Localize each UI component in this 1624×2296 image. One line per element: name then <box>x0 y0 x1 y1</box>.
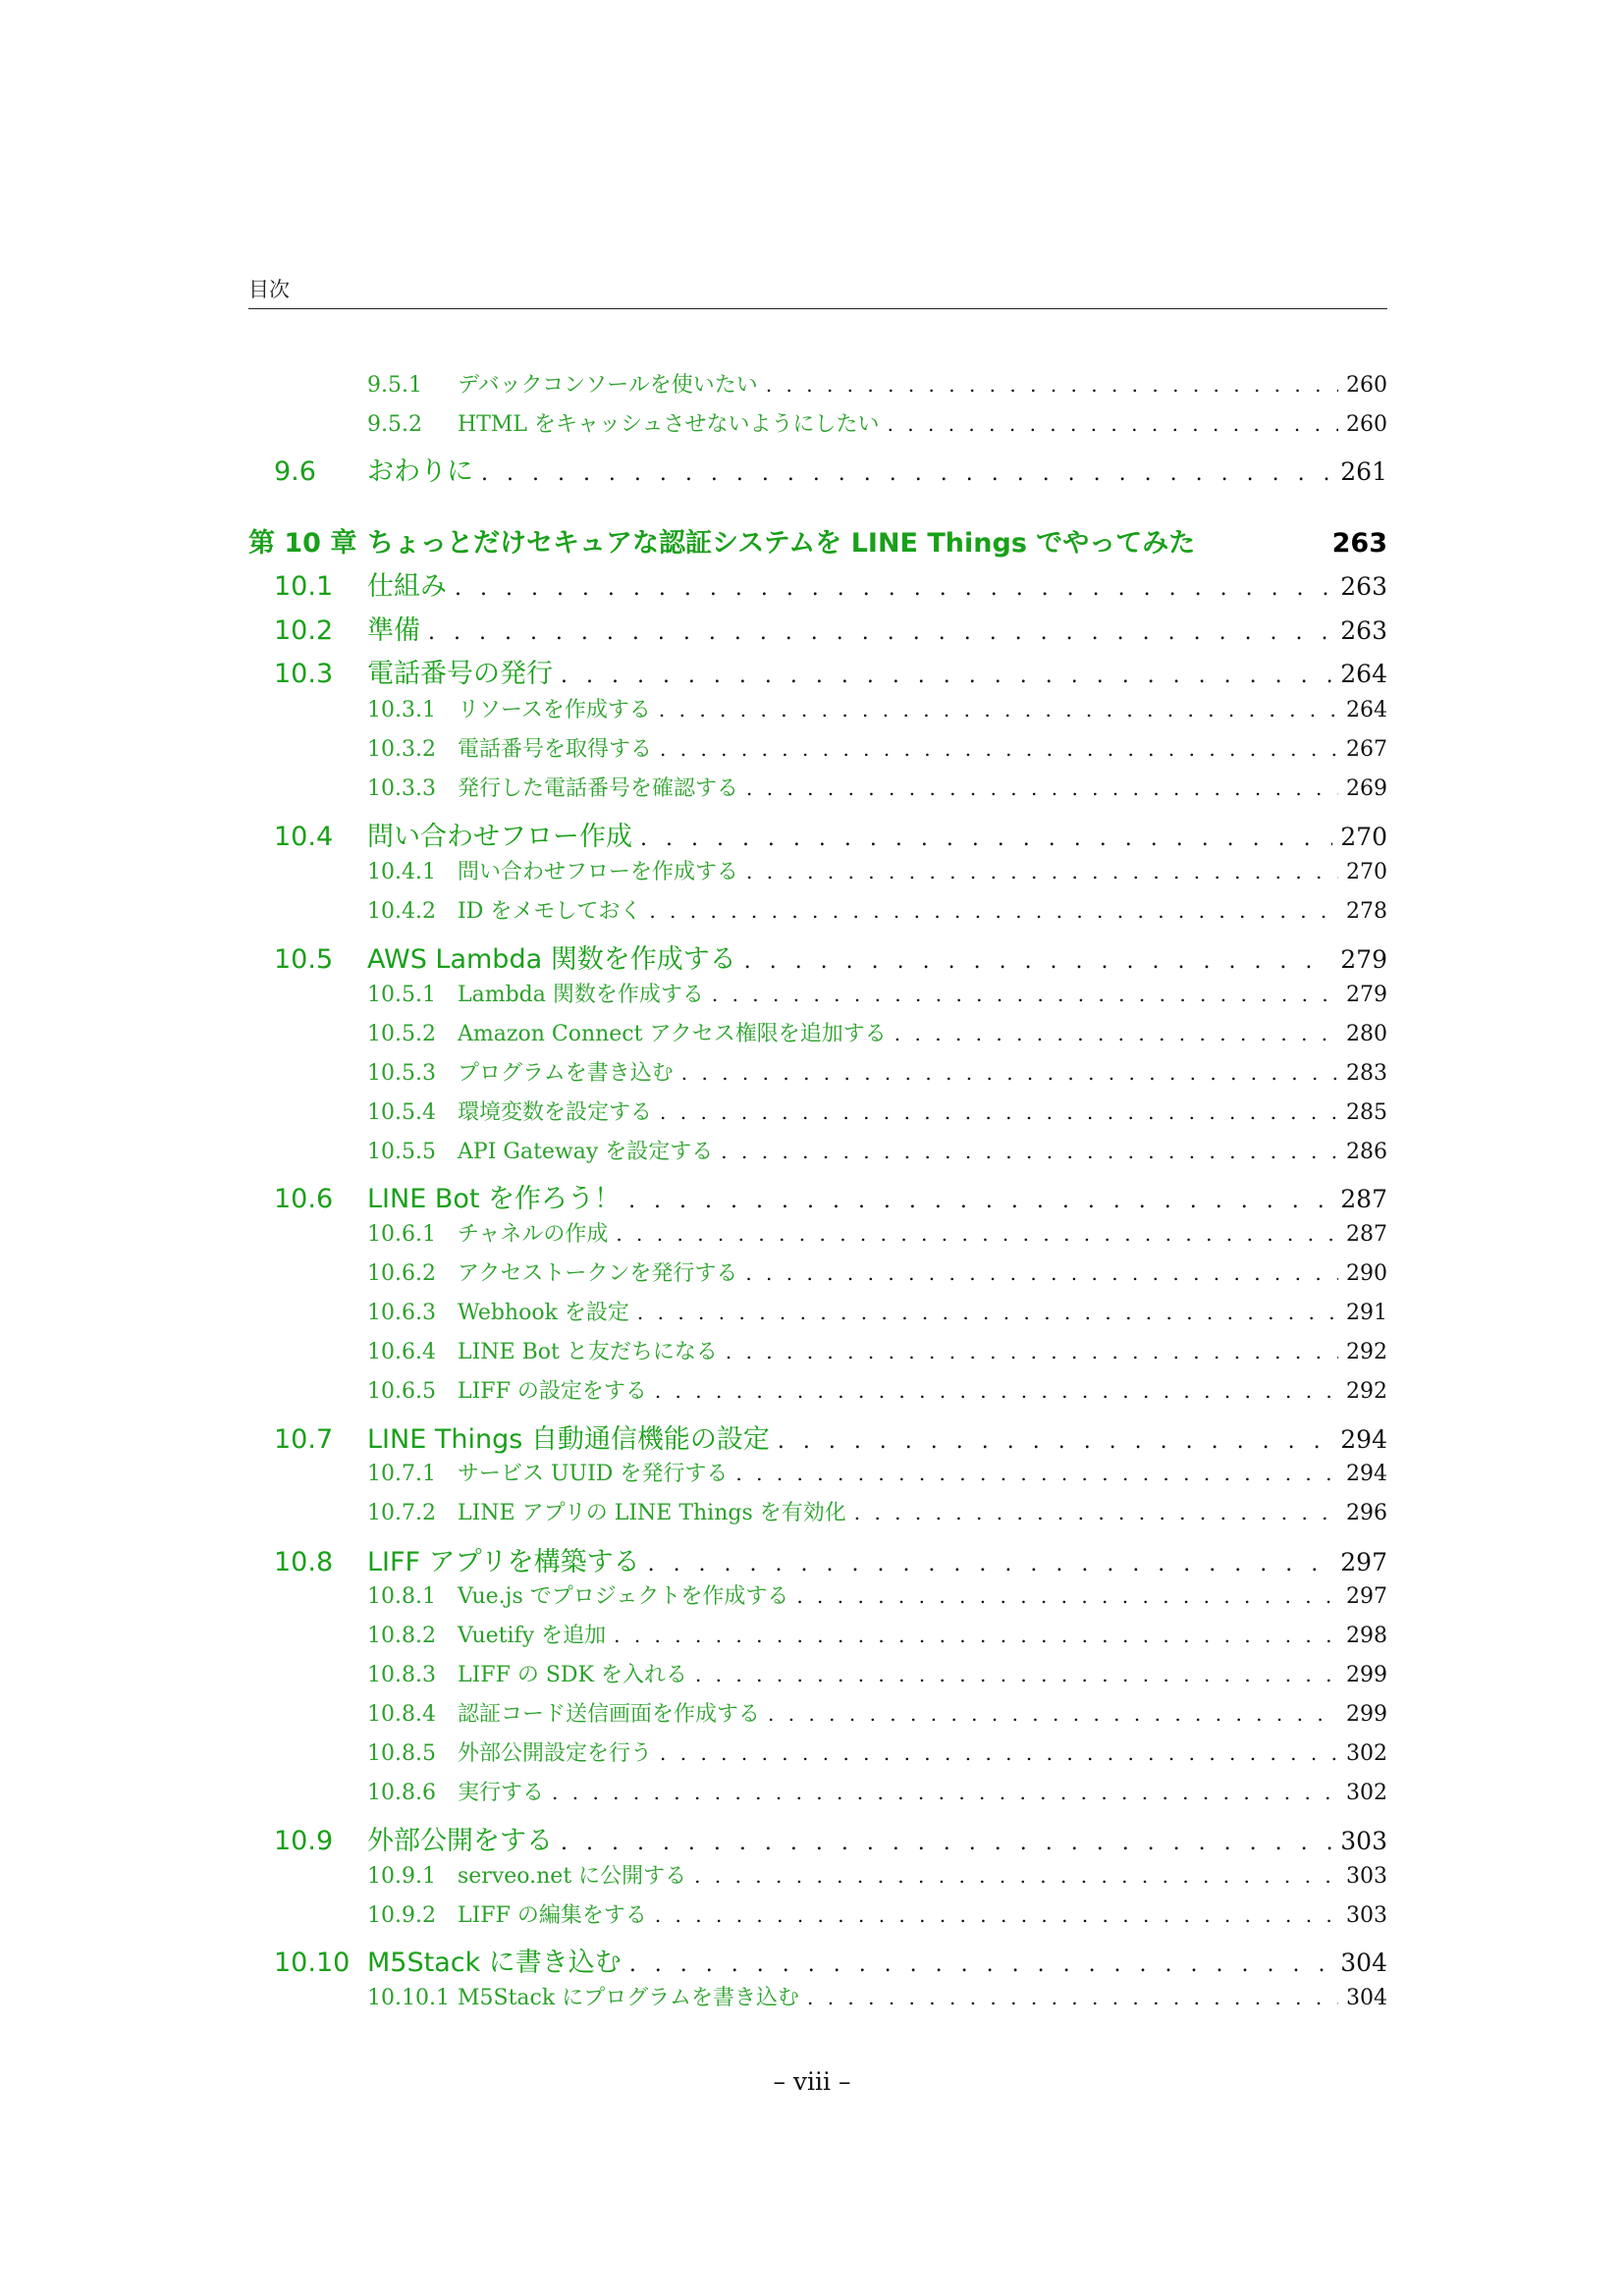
toc-entry-title: Amazon Connect アクセス権限を追加する <box>458 1022 887 1046</box>
toc-subsection-entry[interactable] <box>248 368 1387 399</box>
toc-dot-leader <box>807 1986 1338 2009</box>
toc-entry-title: 問い合わせフローを作成する <box>458 860 739 884</box>
toc-entry-number: 10.5.4 <box>367 1100 436 1125</box>
toc-entry-number: 10.1 <box>274 571 334 602</box>
toc-entry-page: 290 <box>1346 1261 1387 1286</box>
toc-entry-number: 10.2 <box>274 615 334 646</box>
toc-subsection-entry[interactable] <box>248 1256 1387 1287</box>
toc-entry-page: 285 <box>1346 1100 1387 1125</box>
toc-entry-title: サービス UUID を発行する <box>458 1462 729 1486</box>
toc-entry-title: プログラムを書き込む <box>458 1061 674 1086</box>
toc-section-entry[interactable] <box>248 937 1387 976</box>
toc-entry-page: 287 <box>1340 1185 1387 1213</box>
toc-subsection-entry[interactable] <box>248 1619 1387 1649</box>
toc-entry-number: 9.5.1 <box>367 373 422 398</box>
toc-entry-title: 問い合わせフロー作成 <box>367 822 632 852</box>
toc-entry-title: LIFF の SDK を入れる <box>458 1663 687 1687</box>
toc-entry-title: 仕組み <box>367 571 447 602</box>
toc-entry-title: LINE Bot と友だちになる <box>458 1340 718 1364</box>
toc-entry-page: 286 <box>1346 1140 1387 1164</box>
toc-subsection-entry[interactable] <box>248 1898 1387 1929</box>
toc-entry-number: 10.4.1 <box>367 860 436 884</box>
toc-dot-leader <box>616 1222 1338 1246</box>
toc-subsection-entry[interactable] <box>248 1736 1387 1767</box>
toc-dot-leader <box>660 737 1338 761</box>
toc-section-entry[interactable] <box>248 564 1387 603</box>
toc-entry-page: 304 <box>1346 1986 1387 2010</box>
toc-entry-page: 294 <box>1340 1425 1387 1454</box>
toc-entry-title: 電話番号を取得する <box>458 737 653 762</box>
toc-dot-leader <box>745 1261 1338 1285</box>
toc-dot-leader <box>640 827 1332 851</box>
toc-dot-leader <box>681 1061 1338 1085</box>
toc-entry-number: 10.4.2 <box>367 899 436 924</box>
toc-entry-title: LIFF の設定をする <box>458 1379 647 1404</box>
toc-dot-leader <box>455 576 1332 601</box>
toc-subsection-entry[interactable] <box>248 1374 1387 1405</box>
footer-page-number: – viii – <box>773 2067 851 2096</box>
toc-subsection-entry[interactable] <box>248 1135 1387 1165</box>
toc-entry-number: 10.8.5 <box>367 1741 436 1766</box>
toc-entry-page: 297 <box>1340 1548 1387 1576</box>
toc-entry-title: 環境変数を設定する <box>458 1100 653 1125</box>
toc-entry-page: 303 <box>1346 1903 1387 1928</box>
toc-entry-title: API Gateway を設定する <box>458 1140 714 1164</box>
running-header: 目次 <box>248 278 290 301</box>
toc-entry-number: 10.10 <box>274 1948 351 1978</box>
toc-dot-leader <box>894 1022 1338 1045</box>
toc-entry-title: Webhook を設定 <box>458 1301 629 1325</box>
toc-subsection-entry[interactable] <box>248 1017 1387 1047</box>
toc-entry-title: Lambda 関数を作成する <box>458 983 704 1007</box>
toc-entry-number: 10.7.2 <box>367 1501 436 1525</box>
toc-subsection-entry[interactable] <box>248 1335 1387 1365</box>
toc-section-entry[interactable] <box>248 652 1387 690</box>
toc-dot-leader <box>648 1552 1333 1576</box>
toc-entry-number: 10.8.1 <box>367 1584 436 1609</box>
toc-entry-title: 外部公開をする <box>367 1826 553 1856</box>
toc-entry-page: 260 <box>1346 373 1387 398</box>
toc-entry-number: 10.7 <box>274 1424 334 1455</box>
toc-dot-leader <box>629 1952 1332 1977</box>
toc-entry-page: 299 <box>1346 1702 1387 1727</box>
toc-entry-title: Vue.js でプロジェクトを作成する <box>458 1584 789 1609</box>
toc-entry-number: 10.6.1 <box>367 1222 436 1247</box>
toc-dot-leader <box>649 899 1338 923</box>
toc-section-entry[interactable] <box>248 1417 1387 1456</box>
toc-entry-number: 10.10.1 <box>367 1986 450 2010</box>
toc-entry-number: 10.5.3 <box>367 1061 436 1086</box>
toc-dot-leader <box>796 1584 1338 1608</box>
toc-dot-leader <box>726 1340 1338 1363</box>
toc-dot-leader <box>659 698 1338 721</box>
toc-dot-leader <box>746 860 1338 883</box>
toc-entry-page: 264 <box>1346 698 1387 722</box>
toc-subsection-entry[interactable] <box>248 1217 1387 1248</box>
toc-dot-leader <box>746 776 1338 800</box>
toc-dot-leader <box>768 1702 1338 1726</box>
toc-entry-title: M5Stack にプログラムを書き込む <box>458 1986 799 2010</box>
toc-subsection-entry[interactable] <box>248 1981 1387 2011</box>
toc-entry-page: 302 <box>1346 1781 1387 1805</box>
toc-entry-page: 304 <box>1340 1949 1387 1977</box>
toc-entry-page: 270 <box>1340 823 1387 851</box>
toc-subsection-entry[interactable] <box>248 1496 1387 1526</box>
toc-dot-leader <box>721 1140 1338 1163</box>
toc-entry-number: 10.5.5 <box>367 1140 436 1164</box>
toc-entry-number: 10.5 <box>274 944 334 975</box>
toc-entry-number: 10.3.1 <box>367 698 436 722</box>
toc-entry-number: 10.8.2 <box>367 1624 436 1648</box>
toc-subsection-entry[interactable] <box>248 693 1387 723</box>
toc-entry-title: おわりに <box>367 456 473 487</box>
toc-dot-leader <box>854 1501 1338 1524</box>
toc-entry-number: 9.6 <box>274 456 316 487</box>
toc-section-entry[interactable] <box>248 1941 1387 1979</box>
toc-entry-number: 10.8.4 <box>367 1702 436 1727</box>
toc-entry-number: 10.9 <box>274 1826 334 1856</box>
toc-entry-title: チャネルの作成 <box>458 1222 609 1247</box>
toc-entry-title: 実行する <box>458 1781 545 1805</box>
toc-entry-page: 292 <box>1346 1340 1387 1364</box>
toc-entry-number: 10.6 <box>274 1184 334 1214</box>
toc-subsection-entry[interactable] <box>248 1095 1387 1126</box>
toc-entry-title: 外部公開設定を行う <box>458 1741 653 1766</box>
toc-dot-leader <box>695 1663 1338 1686</box>
toc-entry-number: 10.3.2 <box>367 737 436 762</box>
toc-entry-number: 10.5.1 <box>367 983 436 1007</box>
toc-entry-title: 電話番号の発行 <box>367 659 553 689</box>
toc-entry-page: 261 <box>1340 457 1387 486</box>
toc-entry-title: serveo.net に公開する <box>458 1864 687 1889</box>
toc-entry-page: 303 <box>1346 1864 1387 1889</box>
toc-dot-leader <box>614 1624 1338 1647</box>
toc-entry-page: 264 <box>1340 660 1387 688</box>
toc-entry-title: リソースを作成する <box>458 698 651 722</box>
toc-entry-page: 260 <box>1346 412 1387 437</box>
toc-entry-title: LIFF アプリを構築する <box>367 1547 640 1577</box>
toc-subsection-entry[interactable] <box>248 1776 1387 1806</box>
toc-entry-page: 263 <box>1331 528 1387 559</box>
toc-subsection-entry[interactable] <box>248 1697 1387 1728</box>
toc-section-entry[interactable] <box>248 609 1387 647</box>
toc-subsection-entry[interactable] <box>248 894 1387 925</box>
toc-entry-title: 認証コード送信画面を作成する <box>458 1702 761 1727</box>
toc-subsection-entry[interactable] <box>248 1579 1387 1610</box>
toc-entry-number: 第 10 章 <box>248 528 357 559</box>
toc-subsection-entry[interactable] <box>248 1859 1387 1890</box>
toc-dot-leader <box>712 983 1338 1006</box>
toc-entry-page: 270 <box>1346 860 1387 884</box>
toc-dot-leader <box>428 620 1332 645</box>
toc-dot-leader <box>655 1903 1338 1927</box>
toc-dot-leader <box>481 461 1332 486</box>
toc-entry-number: 10.9.2 <box>367 1903 436 1928</box>
toc-dot-leader <box>637 1301 1338 1324</box>
toc-entry-title: HTML をキャッシュさせないようにしたい <box>458 412 880 437</box>
toc-entry-title: LINE Bot を作ろう！ <box>367 1184 622 1214</box>
toc-dot-leader <box>655 1379 1338 1403</box>
toc-entry-title: LINE アプリの LINE Things を有効化 <box>458 1501 846 1525</box>
toc-entry-number: 10.8.6 <box>367 1781 436 1805</box>
toc-entry-page: 287 <box>1346 1222 1387 1247</box>
toc-subsection-entry[interactable] <box>248 1296 1387 1326</box>
toc-entry-number: 10.4 <box>274 822 334 852</box>
toc-subsection-entry[interactable] <box>248 407 1387 438</box>
toc-dot-leader <box>766 373 1338 397</box>
toc-entry-page: 263 <box>1340 616 1387 645</box>
toc-entry-title: LINE Things 自動通信機能の設定 <box>367 1424 770 1455</box>
toc-entry-page: 267 <box>1346 737 1387 762</box>
toc-subsection-entry[interactable] <box>248 855 1387 885</box>
toc-entry-page: 292 <box>1346 1379 1387 1404</box>
toc-subsection-entry[interactable] <box>248 732 1387 763</box>
toc-entry-page: 279 <box>1340 945 1387 974</box>
toc-section-entry[interactable] <box>248 1540 1387 1578</box>
toc-entry-page: 296 <box>1346 1501 1387 1525</box>
toc-entry-title: M5Stack に書き込む <box>367 1948 622 1978</box>
toc-entry-page: 263 <box>1340 572 1387 601</box>
toc-entry-number: 10.3 <box>274 659 334 689</box>
toc-entry-title: 準備 <box>367 615 420 646</box>
toc-entry-number: 10.7.1 <box>367 1462 436 1486</box>
toc-section-entry[interactable] <box>248 450 1387 488</box>
toc-entry-number: 10.6.3 <box>367 1301 436 1325</box>
toc-entry-number: 9.5.2 <box>367 412 422 437</box>
toc-entry-page: 279 <box>1346 983 1387 1007</box>
toc-dot-leader <box>735 1462 1338 1485</box>
toc-dot-leader <box>778 1429 1332 1454</box>
toc-entry-number: 10.8.3 <box>367 1663 436 1687</box>
toc-dot-leader <box>744 949 1333 974</box>
toc-entry-page: 302 <box>1346 1741 1387 1766</box>
toc-entry-title: デバックコンソールを使いたい <box>458 373 758 398</box>
toc-entry-page: 269 <box>1346 776 1387 801</box>
toc-subsection-entry[interactable] <box>248 1056 1387 1087</box>
toc-entry-page: 297 <box>1346 1584 1387 1609</box>
toc-section-entry[interactable] <box>248 1177 1387 1215</box>
toc-dot-leader <box>660 1100 1338 1124</box>
toc-entry-title: AWS Lambda 関数を作成する <box>367 944 736 975</box>
toc-entry-number: 10.9.1 <box>367 1864 436 1889</box>
toc-entry-number: 10.6.4 <box>367 1340 436 1364</box>
toc-dot-leader <box>552 1781 1338 1804</box>
toc-dot-leader <box>660 1741 1338 1765</box>
toc-dot-leader <box>694 1864 1338 1888</box>
toc-section-entry[interactable] <box>248 1819 1387 1857</box>
toc-subsection-entry[interactable] <box>248 772 1387 802</box>
toc-entry-number: 10.3.3 <box>367 776 436 801</box>
toc-entry-page: 280 <box>1346 1022 1387 1046</box>
toc-dot-leader <box>628 1189 1332 1213</box>
toc-entry-page: 283 <box>1346 1061 1387 1086</box>
toc-section-entry[interactable] <box>248 815 1387 853</box>
toc-dot-leader <box>888 412 1338 436</box>
toc-entry-number: 10.6.5 <box>367 1379 436 1404</box>
toc-entry-title: アクセストークンを発行する <box>458 1261 738 1286</box>
toc-dot-leader <box>561 1831 1332 1855</box>
toc-entry-title: LIFF の編集をする <box>458 1903 647 1928</box>
toc-entry-page: 299 <box>1346 1663 1387 1687</box>
toc-entry-page: 298 <box>1346 1624 1387 1648</box>
toc-subsection-entry[interactable] <box>248 1457 1387 1487</box>
toc-entry-number: 10.5.2 <box>367 1022 436 1046</box>
toc-entry-page: 291 <box>1346 1301 1387 1325</box>
toc-entry-page: 303 <box>1340 1827 1387 1855</box>
toc-chapter-entry[interactable] <box>248 521 1387 560</box>
toc-entry-title: ちょっとだけセキュアな認証システムを LINE Things でやってみた <box>367 528 1196 559</box>
toc-subsection-entry[interactable] <box>248 1658 1387 1688</box>
toc-entry-title: Vuetify を追加 <box>458 1624 607 1648</box>
table-of-contents <box>248 0 1387 2296</box>
toc-entry-page: 294 <box>1346 1462 1387 1486</box>
toc-entry-number: 10.8 <box>274 1547 334 1577</box>
toc-entry-page: 278 <box>1346 899 1387 924</box>
toc-subsection-entry[interactable] <box>248 978 1387 1008</box>
toc-dot-leader <box>561 664 1332 688</box>
toc-entry-title: 発行した電話番号を確認する <box>458 776 739 801</box>
toc-entry-number: 10.6.2 <box>367 1261 436 1286</box>
toc-entry-title: ID をメモしておく <box>458 899 642 924</box>
